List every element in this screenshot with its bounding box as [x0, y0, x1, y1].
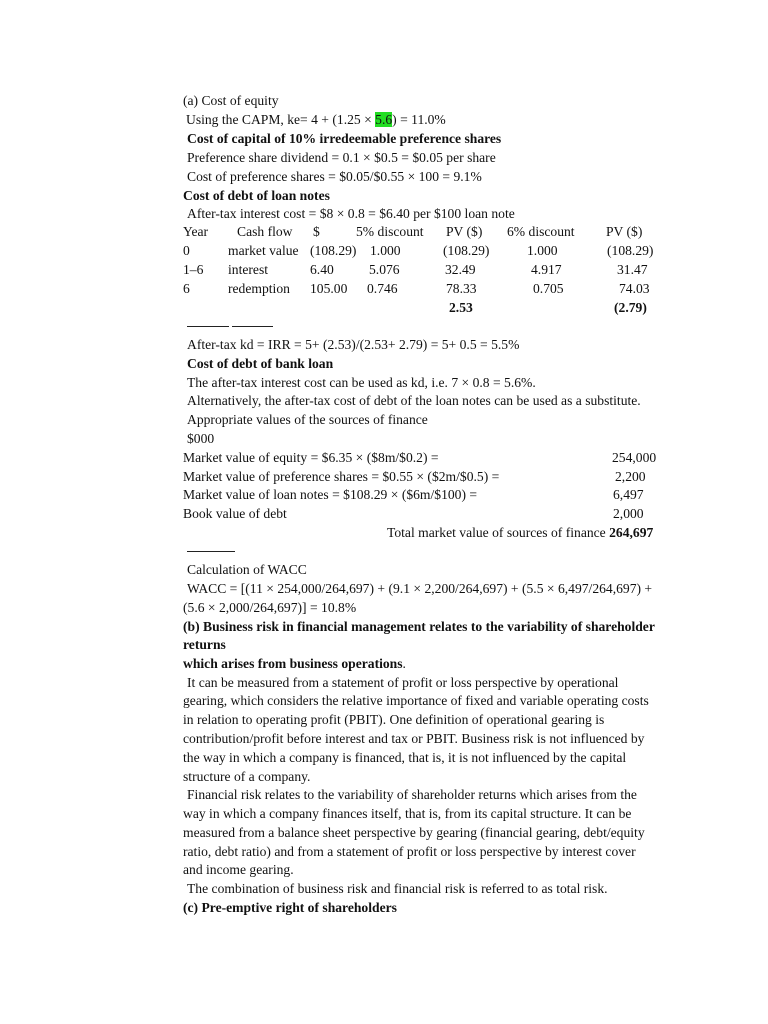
value-amount: 2,200 — [615, 469, 646, 484]
section-b-heading-3-suffix: . — [402, 656, 406, 671]
cell-year: 1–6 — [183, 262, 204, 277]
cell-amount: 105.00 — [310, 281, 348, 296]
bank-loan-line3: Appropriate values of the sources of finance — [187, 412, 428, 427]
total-market-value — [387, 524, 653, 541]
value-amount: 2,000 — [613, 506, 644, 521]
pref-dividend: Preference share dividend = 0.1 × $0.5 = $0.05 per share — [187, 150, 496, 165]
cell-pv-5: (108.29) — [443, 243, 490, 258]
after-tax-kd: After-tax kd = IRR = 5+ (2.53)/(2.53+ 2.79) = 5+ 0.5 = 5.5% — [187, 337, 520, 352]
divider — [232, 326, 273, 327]
paragraph-line: measured from a balance sheet perspective by gearing (financial gearing, debt/equity — [183, 825, 645, 840]
cell-year: 6 — [183, 281, 190, 296]
cell-pv-5: 32.49 — [445, 262, 476, 277]
total-pv-5: 2.53 — [449, 300, 473, 315]
cell-cash-flow: redemption — [228, 281, 290, 296]
paragraph-line: gearing, which considers the relative importance of fixed and variable operating costs — [183, 693, 649, 708]
value-label: Market value of equity = $6.35 × ($8m/$0.2) = — [183, 450, 439, 465]
value-label: Book value of debt — [183, 506, 287, 521]
bank-loan-line2: Alternatively, the after-tax cost of debt of the loan notes can be used as a substitute. — [187, 393, 641, 408]
cell-pv-6: 74.03 — [619, 281, 650, 296]
capm-highlight: 5.6 — [375, 112, 393, 127]
cell-amount: 6.40 — [310, 262, 334, 277]
value-amount: 6,497 — [613, 487, 644, 502]
paragraph-line: the way in which a company is financed, that is, it is not influenced by the capital — [183, 750, 627, 765]
cell-6pct-factor: 0.705 — [533, 281, 564, 296]
cell-5pct-factor: 1.000 — [370, 243, 401, 258]
debt-heading: Cost of debt of loan notes — [183, 188, 330, 203]
unit-label: $000 — [187, 431, 215, 446]
wacc-line2: (5.6 × 2,000/264,697)] = 10.8% — [183, 600, 357, 615]
wacc-line1: WACC = [(11 × 254,000/264,697) + (9.1 × 2,200/264,697) + (5.5 × 6,497/264,697) + — [187, 581, 653, 596]
divider — [187, 326, 229, 327]
section-b-heading-1: (b) Business risk in financial management relates to the variability of shareholder — [183, 619, 655, 634]
capm-suffix: ) = 11.0% — [392, 112, 446, 127]
divider — [187, 551, 235, 552]
capm-line — [186, 111, 446, 128]
cell-cash-flow: interest — [228, 262, 269, 277]
paragraph-line: ratio, debt ratio) and from a statement of profit or loss perspective by interest cover — [183, 844, 636, 859]
paragraph-line: and income gearing. — [183, 862, 294, 877]
after-tax-interest: After-tax interest cost = $8 × 0.8 = $6.40 per $100 loan note — [187, 206, 515, 221]
cell-pv-6: 31.47 — [617, 262, 648, 277]
cell-5pct-factor: 5.076 — [369, 262, 400, 277]
header-dollar: $ — [313, 224, 320, 239]
header-year: Year — [183, 224, 209, 239]
section-b-heading-3 — [183, 655, 406, 672]
cell-6pct-factor: 4.917 — [531, 262, 562, 277]
cell-5pct-factor: 0.746 — [367, 281, 398, 296]
total-pv-6: (2.79) — [614, 300, 647, 315]
section-b-paragraph-3: The combination of business risk and financial risk is referred to as total risk. — [187, 881, 608, 896]
pref-heading: Cost of capital of 10% irredeemable preference shares — [187, 131, 502, 146]
cell-pv-6: (108.29) — [607, 243, 654, 258]
value-label: Market value of preference shares = $0.55 × ($2m/$0.5) = — [183, 469, 500, 484]
header-5pct-discount: 5% discount — [356, 224, 424, 239]
cell-amount: (108.29) — [310, 243, 357, 258]
cell-pv-5: 78.33 — [446, 281, 477, 296]
wacc-heading: Calculation of WACC — [187, 562, 307, 577]
cell-cash-flow: market value — [228, 243, 299, 258]
paragraph-line: structure of a company. — [183, 769, 311, 784]
header-cash-flow: Cash flow — [237, 224, 293, 239]
total-label: Total market value of sources of finance — [387, 525, 610, 540]
paragraph-line: way in which a company finances itself, that is, from its capital structure. It can be — [183, 806, 632, 821]
bank-loan-line1: The after-tax interest cost can be used as kd, i.e. 7 × 0.8 = 5.6%. — [187, 375, 536, 390]
value-amount: 254,000 — [612, 450, 657, 465]
pref-cost: Cost of preference shares = $0.05/$0.55 × 100 = 9.1% — [187, 169, 482, 184]
section-b-heading-2: returns — [183, 637, 226, 652]
header-pv-6: PV ($) — [606, 224, 643, 239]
total-amount: 264,697 — [609, 525, 654, 540]
capm-prefix: Using the CAPM, ke= 4 + (1.25 × — [186, 112, 376, 127]
paragraph-line: It can be measured from a statement of profit or loss perspective by operational — [187, 675, 619, 690]
section-a-heading: (a) Cost of equity — [183, 93, 279, 108]
section-c-heading: (c) Pre-emptive right of shareholders — [183, 900, 397, 915]
cell-year: 0 — [183, 243, 190, 258]
paragraph-line: Financial risk relates to the variability of shareholder returns which arises from the — [187, 787, 637, 802]
header-6pct-discount: 6% discount — [507, 224, 575, 239]
paragraph-line: in relation to operating profit (PBIT). One definition of operational gearing is — [183, 712, 605, 727]
header-pv-5: PV ($) — [446, 224, 483, 239]
paragraph-line: contribution/profit before interest and tax or PBIT. Business risk is not influenced by — [183, 731, 645, 746]
value-label: Market value of loan notes = $108.29 × ($6m/$100) = — [183, 487, 478, 502]
section-b-heading-3-bold: which arises from business operations — [183, 656, 403, 671]
cell-6pct-factor: 1.000 — [527, 243, 558, 258]
bank-loan-heading: Cost of debt of bank loan — [187, 356, 334, 371]
